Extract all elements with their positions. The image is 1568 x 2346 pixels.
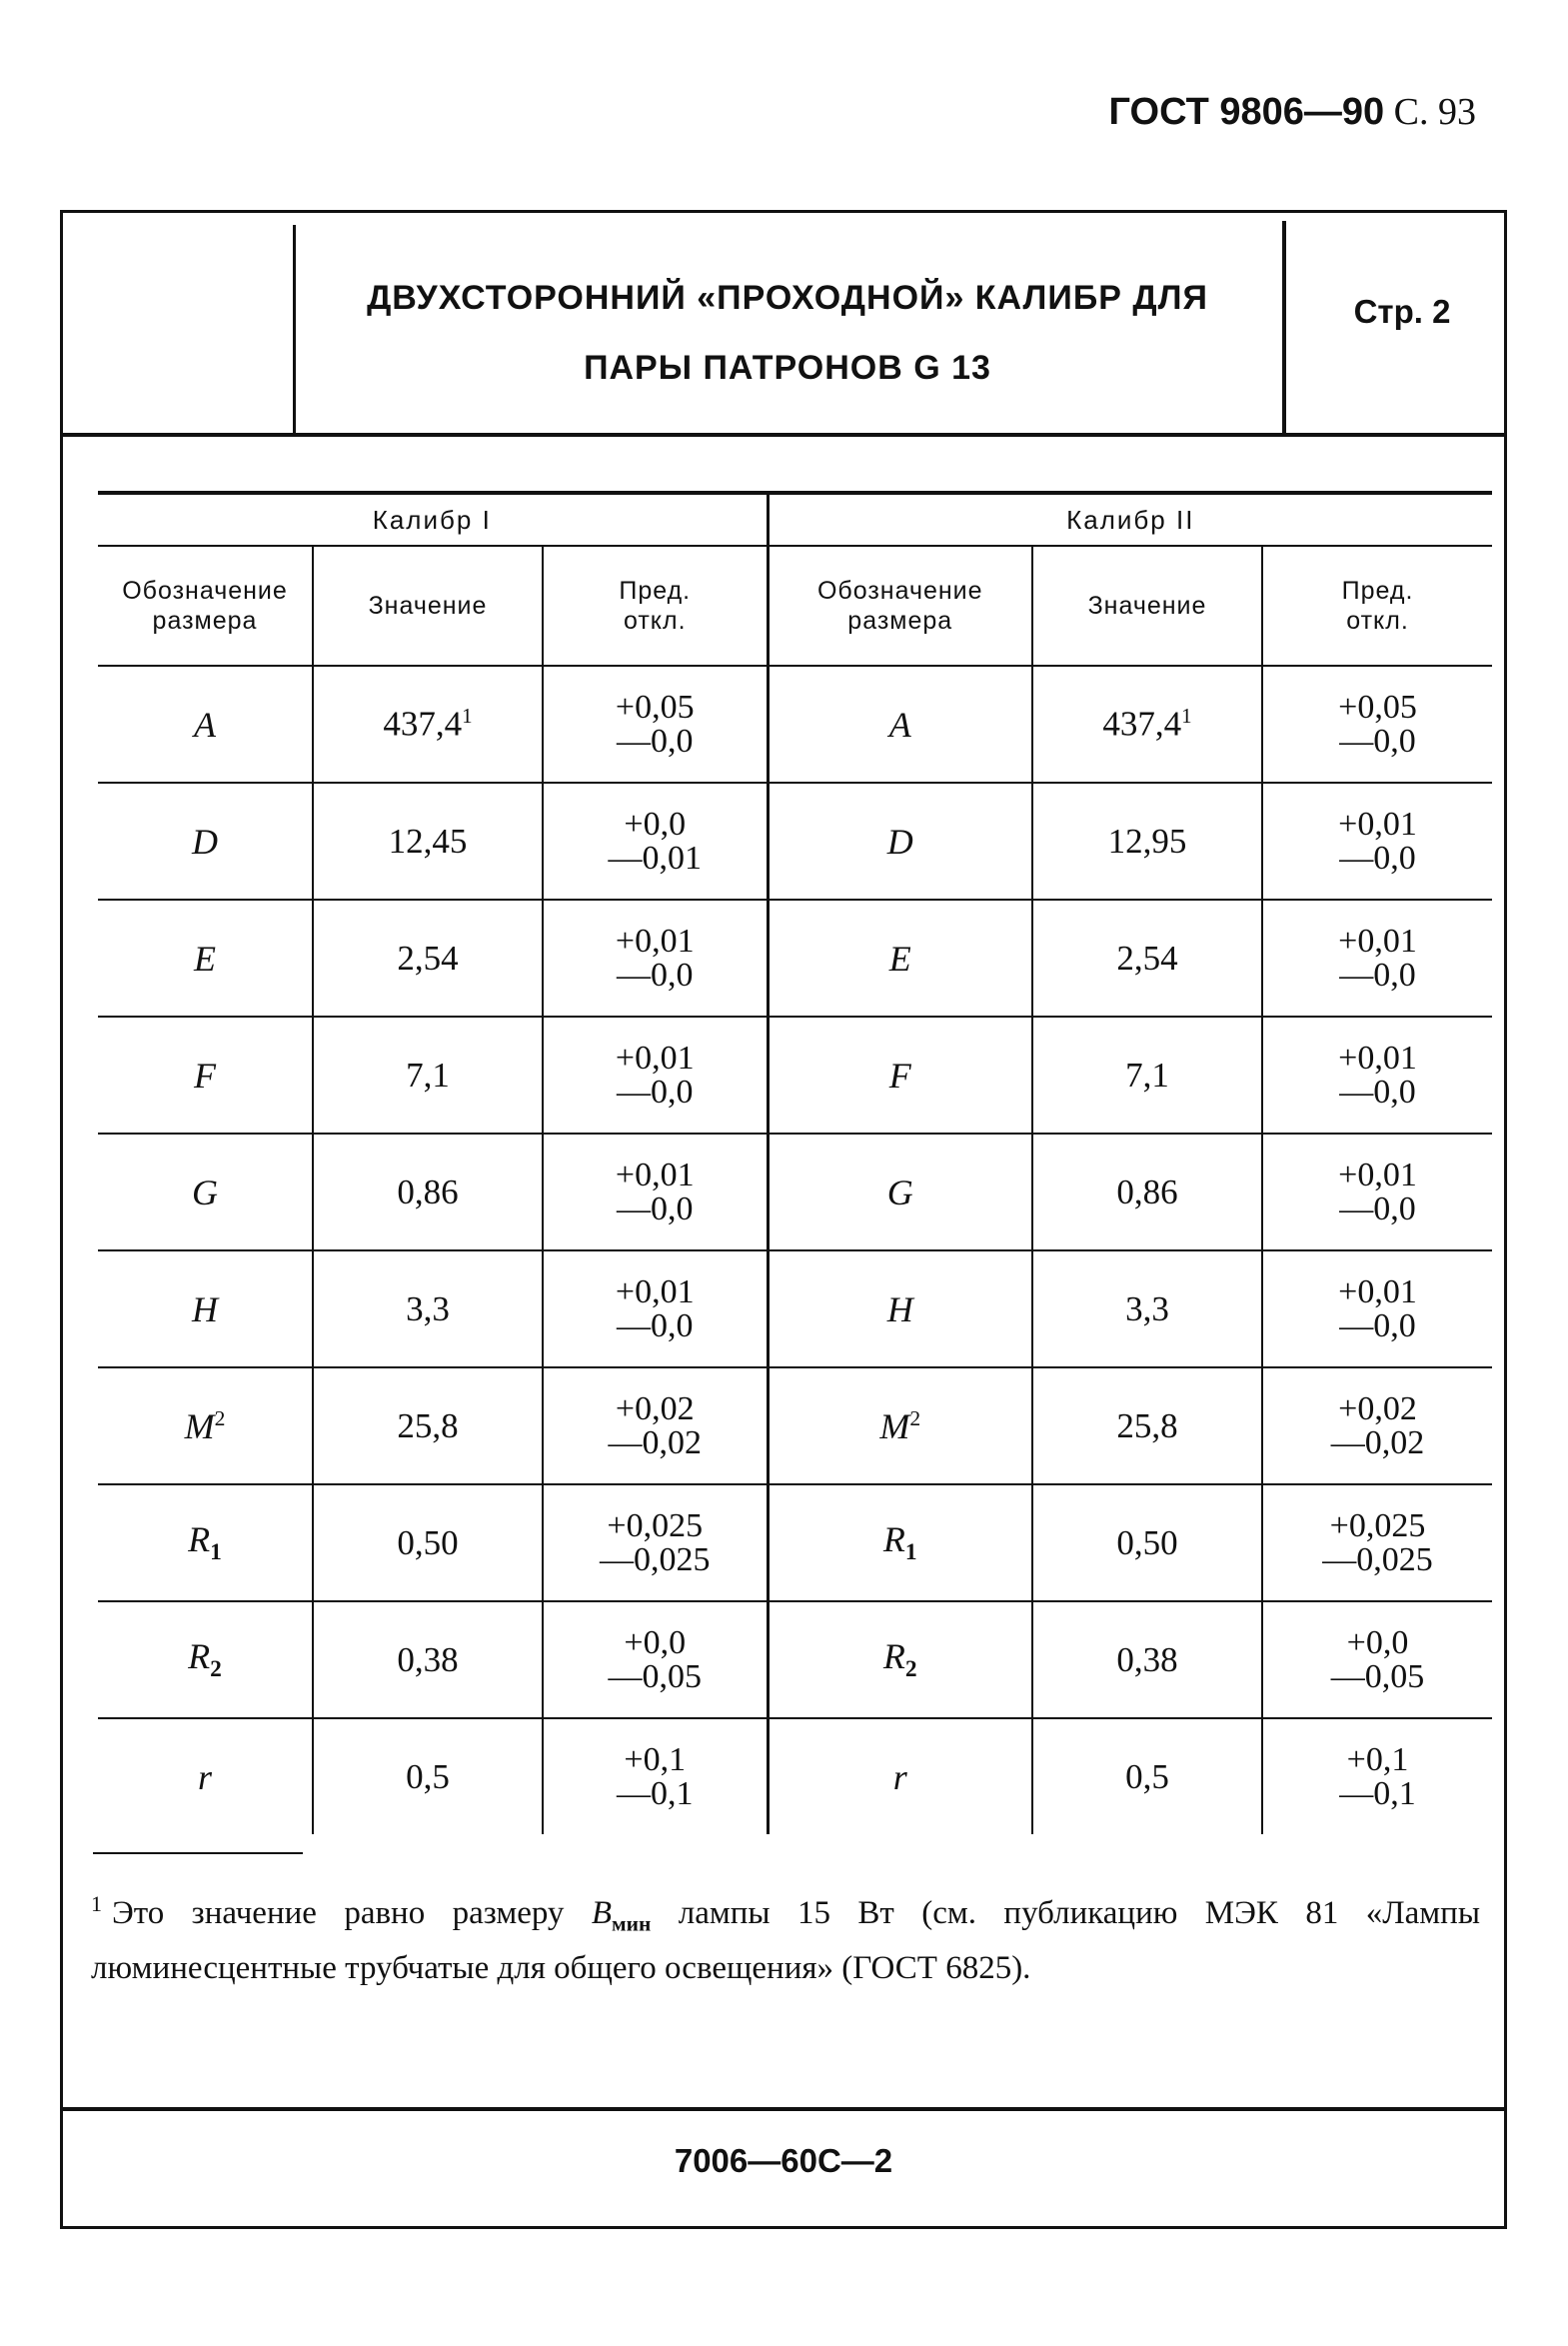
dimension-symbol: G bbox=[98, 1134, 313, 1250]
table-row bbox=[98, 1718, 1492, 1834]
tolerance: +0,01 —0,0 bbox=[543, 900, 768, 1017]
document-number: 7006—60С—2 bbox=[674, 2142, 893, 2179]
dimension-symbol: A bbox=[98, 666, 313, 783]
dimension-value: 2,54 bbox=[1032, 900, 1262, 1017]
column-header-value: Значение bbox=[1032, 546, 1262, 666]
column-header-tolerance: Пред. откл. bbox=[1262, 546, 1492, 666]
running-header bbox=[1108, 90, 1476, 134]
tolerance: +0,05 —0,0 bbox=[1262, 666, 1492, 783]
footnote-rule bbox=[93, 1852, 303, 1854]
sheet-header bbox=[63, 213, 1504, 437]
dimension-value: 7,1 bbox=[1032, 1017, 1262, 1134]
dimension-value: 3,3 bbox=[313, 1250, 543, 1367]
table-row bbox=[98, 1484, 1492, 1601]
dimension-symbol: A bbox=[768, 666, 1032, 783]
tolerance: +0,01 —0,0 bbox=[1262, 900, 1492, 1017]
table-row bbox=[98, 666, 1492, 783]
standard-number: ГОСТ 9806—90 bbox=[1108, 91, 1385, 133]
footnote-symbol: B bbox=[591, 1895, 613, 1931]
title-line: ДВУХСТОРОННИЙ «ПРОХОДНОЙ» КАЛИБР ДЛЯ bbox=[367, 279, 1208, 317]
tolerance: +0,05 —0,0 bbox=[543, 666, 768, 783]
sheet-title bbox=[313, 263, 1262, 403]
table-row bbox=[98, 783, 1492, 900]
tolerance: +0,01 —0,0 bbox=[1262, 783, 1492, 900]
dimension-symbol: H bbox=[98, 1250, 313, 1367]
dimension-symbol: F bbox=[98, 1017, 313, 1134]
tolerance: +0,01 —0,0 bbox=[1262, 1134, 1492, 1250]
column-header-designation: Обозначение размера bbox=[98, 546, 313, 666]
dimension-value: 12,95 bbox=[1032, 783, 1262, 900]
dimension-symbol: H bbox=[768, 1250, 1032, 1367]
bottom-rule bbox=[63, 2107, 1504, 2111]
tolerance: +0,1 —0,1 bbox=[1262, 1718, 1492, 1834]
dimension-value: 0,86 bbox=[1032, 1134, 1262, 1250]
dimension-value: 0,38 bbox=[313, 1601, 543, 1718]
table-row bbox=[98, 1017, 1492, 1134]
page-number: С. 93 bbox=[1393, 91, 1476, 133]
dimension-value: 437,4$^1$ bbox=[1032, 666, 1262, 783]
tolerance: +0,0 —0,05 bbox=[543, 1601, 768, 1718]
column-header-value: Значение bbox=[313, 546, 543, 666]
sheet-page-label: Стр. 2 bbox=[1353, 293, 1451, 330]
tolerance: +0,01 —0,0 bbox=[543, 1134, 768, 1250]
tolerance: +0,01 —0,0 bbox=[543, 1250, 768, 1367]
dimension-symbol: E bbox=[98, 900, 313, 1017]
tolerance: +0,01 —0,0 bbox=[1262, 1017, 1492, 1134]
gauge-dimensions-table bbox=[98, 491, 1492, 1834]
dimension-value: 0,5 bbox=[313, 1718, 543, 1834]
tolerance: +0,0 —0,01 bbox=[543, 783, 768, 900]
group-header-gauge-2: Калибр II bbox=[768, 493, 1492, 546]
dimension-symbol: $M^2$ bbox=[98, 1367, 313, 1484]
tolerance: +0,02 —0,02 bbox=[1262, 1367, 1492, 1484]
dimension-symbol: r bbox=[197, 1756, 212, 1797]
tolerance: +0,01 —0,0 bbox=[543, 1017, 768, 1134]
dimension-symbol: D bbox=[98, 783, 313, 900]
footnote-symbol-sub: мин bbox=[612, 1911, 652, 1936]
sheet-frame bbox=[60, 210, 1507, 2229]
table-row bbox=[98, 1134, 1492, 1250]
table-row bbox=[98, 1250, 1492, 1367]
dimension-symbol: D bbox=[768, 783, 1032, 900]
dimension-symbol: $R_1$ bbox=[98, 1484, 313, 1601]
table-row bbox=[98, 1601, 1492, 1718]
dimension-symbol: $R_2$ bbox=[768, 1601, 1032, 1718]
table-row bbox=[98, 1367, 1492, 1484]
title-line: ПАРЫ ПАТРОНОВ G 13 bbox=[584, 349, 991, 387]
dimension-value: 25,8 bbox=[313, 1367, 543, 1484]
dimension-value: 0,50 bbox=[1032, 1484, 1262, 1601]
dimension-symbol: r bbox=[768, 1718, 1032, 1834]
dimension-value: 7,1 bbox=[313, 1017, 543, 1134]
tolerance: +0,025 —0,025 bbox=[543, 1484, 768, 1601]
dimension-value: 0,86 bbox=[313, 1134, 543, 1250]
group-header-gauge-1: Калибр I bbox=[98, 493, 768, 546]
dimension-value: 25,8 bbox=[1032, 1367, 1262, 1484]
footnote-mark: 1 bbox=[91, 1891, 102, 1916]
dimension-symbol: F bbox=[768, 1017, 1032, 1134]
tolerance: +0,0 —0,05 bbox=[1262, 1601, 1492, 1718]
column-header-designation: Обозначение размера bbox=[768, 546, 1032, 666]
footnote: $^1$ Это значение равно размеру $B_{мин}$ лампы 15 Вт (см. публикацию МЭК 81 «Лампы люминесцентные трубчатые для общего освещения» (ГОСТ 6825). bbox=[91, 1891, 1480, 1986]
dimension-value: 3,3 bbox=[1032, 1250, 1262, 1367]
dimension-symbol: $M^2$ bbox=[768, 1367, 1032, 1484]
dimension-symbol: G bbox=[768, 1134, 1032, 1250]
dimension-value: 2,54 bbox=[313, 900, 543, 1017]
tolerance: +0,025 —0,025 bbox=[1262, 1484, 1492, 1601]
column-header-tolerance: Пред. откл. bbox=[543, 546, 768, 666]
dimension-value: 0,38 bbox=[1032, 1601, 1262, 1718]
dimension-value: 437,4$^1$ bbox=[313, 666, 543, 783]
dimension-symbol: $R_1$ bbox=[768, 1484, 1032, 1601]
divider bbox=[1282, 221, 1286, 433]
dimension-value: 0,50 bbox=[313, 1484, 543, 1601]
dimension-value: 0,5 bbox=[1032, 1718, 1262, 1834]
tolerance: +0,01 —0,0 bbox=[1262, 1250, 1492, 1367]
dimension-symbol: E bbox=[768, 900, 1032, 1017]
divider bbox=[293, 225, 296, 433]
dimension-value: 12,45 bbox=[313, 783, 543, 900]
tolerance: +0,1 —0,1 bbox=[543, 1718, 768, 1834]
dimension-symbol: $R_2$ bbox=[98, 1601, 313, 1718]
tolerance: +0,02 —0,02 bbox=[543, 1367, 768, 1484]
table-row bbox=[98, 900, 1492, 1017]
